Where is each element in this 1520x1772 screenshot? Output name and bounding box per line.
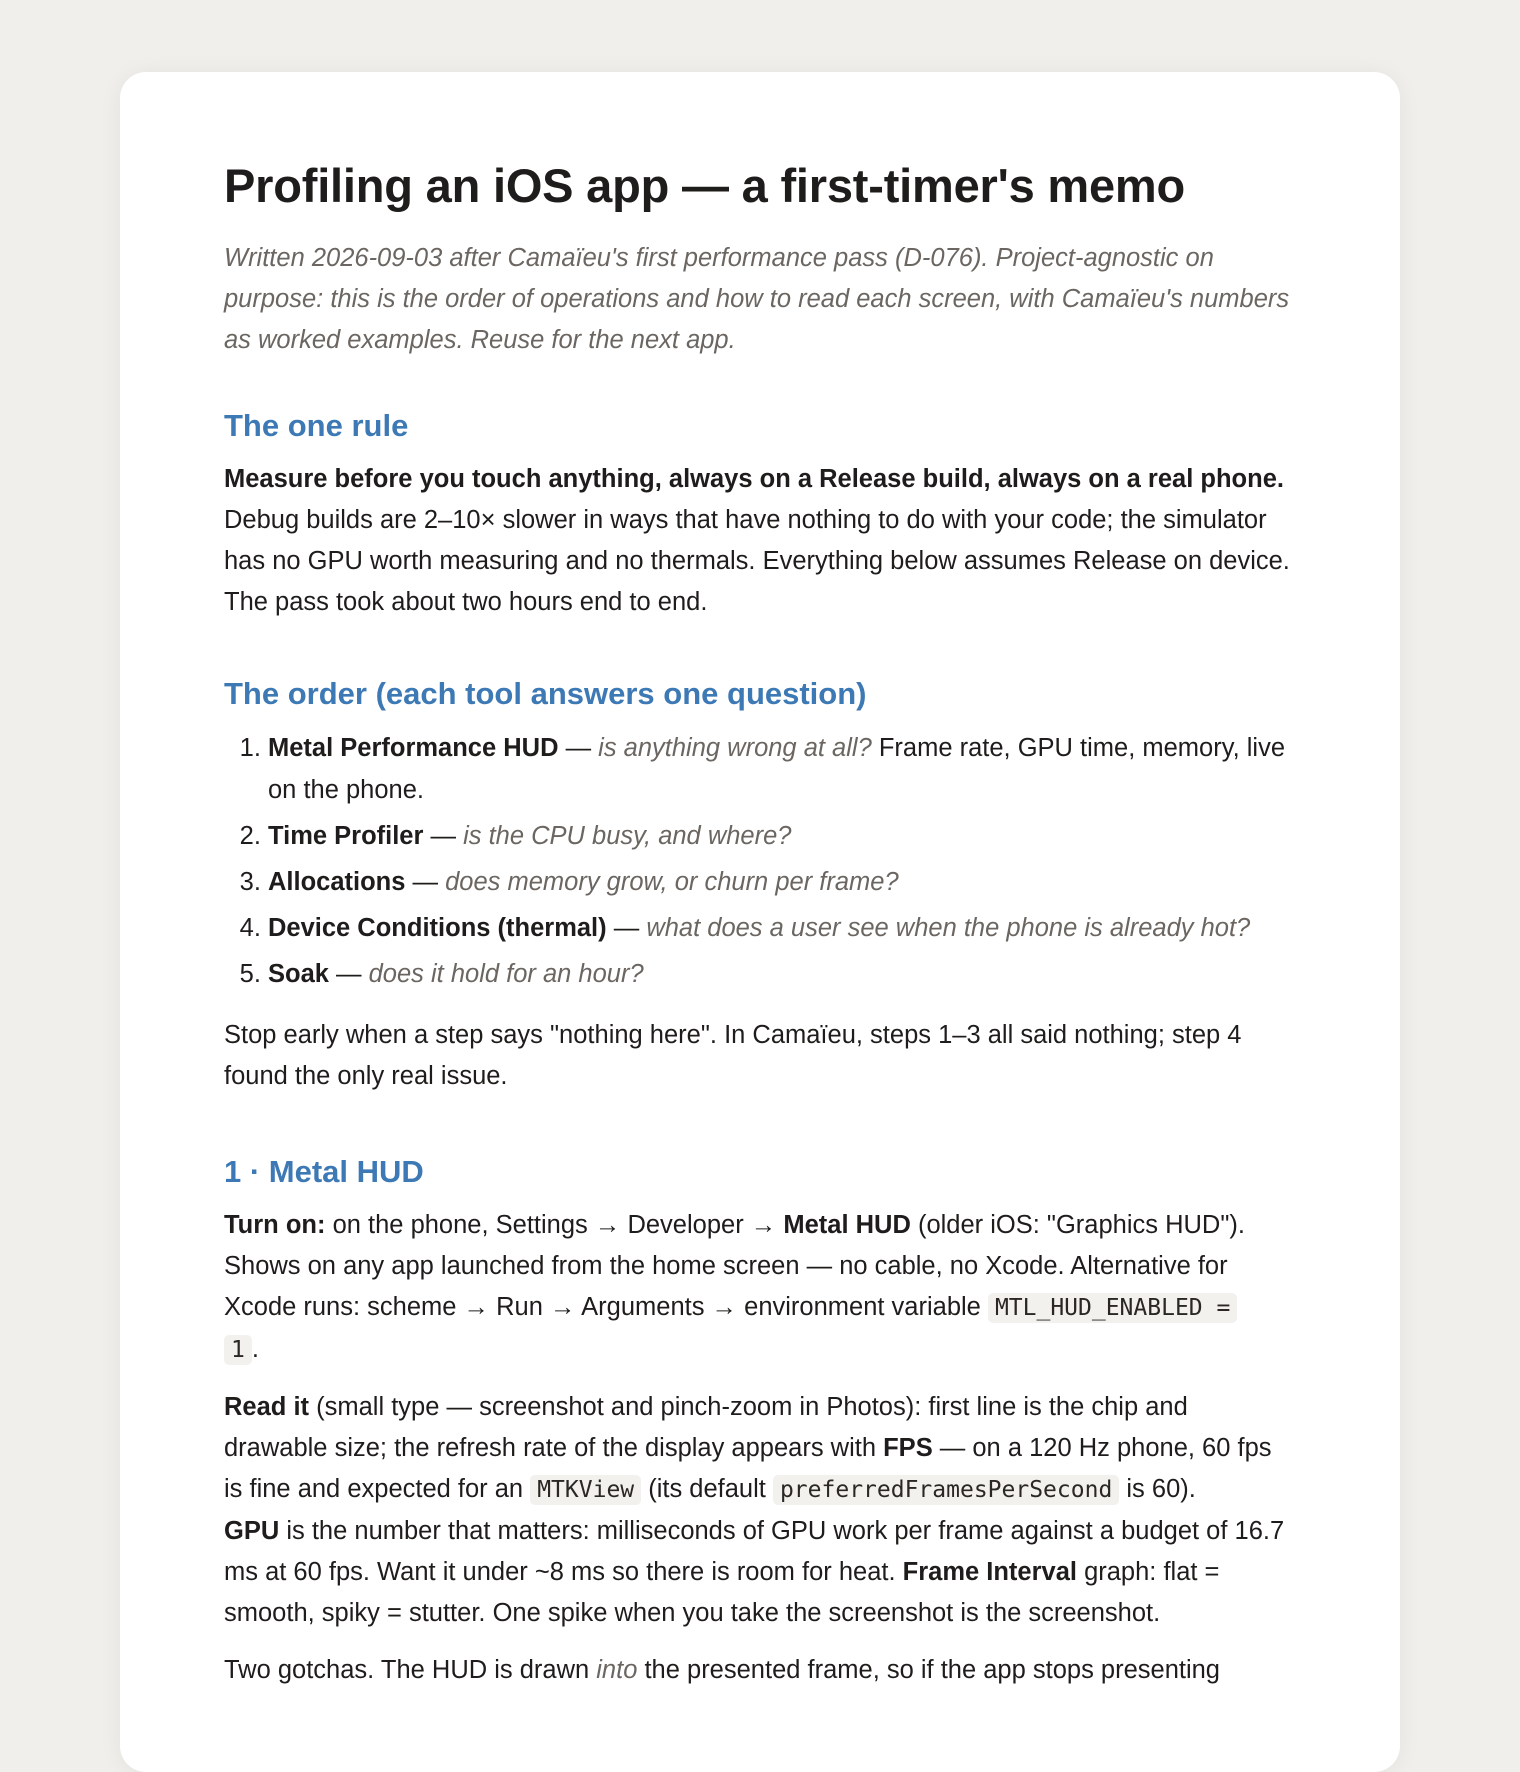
mtkview-code: MTKView [530,1475,641,1505]
page-subtitle: Written 2026-09-03 after Camaïeu's first performance pass (D-076). Project-agnostic on purpose: this is the order of operations and how to read each screen, with Camaïeu's numbers as worked examples. Reuse for the next app. [224,244,1290,355]
step-detail: Frame rate, GPU time, memory, live on the phone. [268,734,1286,805]
text: on the phone, Settings → Developer → [325,1211,784,1240]
turn-on-label: Turn on: [224,1211,326,1240]
text: — on a 120 Hz phone, 60 fps is fine and expected for an [224,1434,1272,1504]
hud-turn-on-paragraph [224,1205,1296,1371]
section-one-rule [224,407,1296,623]
step-question: does it hold for an hour? [368,960,644,989]
rule-paragraph [224,459,1296,623]
text: (small type — screenshot and pinch-zoom in Photos): first line is the chip and drawable size; the refresh rate of the display appears with [224,1393,1188,1463]
text: the presented frame, so if the app stops presenting [637,1656,1220,1685]
section-metal-hud [224,1153,1296,1691]
document-card [120,72,1400,1772]
text: Two gotchas. The HUD is drawn [224,1656,597,1685]
step-dash: — [606,914,647,943]
section-heading-order: The order (each tool answers one question) [224,676,867,712]
document-content [224,158,1296,1691]
gpu-label: GPU [224,1517,280,1546]
text: (older iOS: "Graphics HUD"). Shows on any app launched from the home screen — no cable, no Xcode. Alternative for Xcode runs: scheme → Run → Arguments → environment variable [224,1211,1245,1322]
step-question: is the CPU busy, and where? [463,822,792,851]
list-item [268,727,1296,811]
step-dash: — [423,822,464,851]
list-item [268,953,1296,995]
list-item [268,815,1296,857]
step-name: Soak [268,960,329,989]
list-item [268,861,1296,903]
metal-hud-label: Metal HUD [783,1211,911,1240]
env-var-value-code: 1 [224,1335,252,1365]
text: graph: flat = smooth, spiky = stutter. One spike when you take the screenshot is the screenshot. [224,1558,1220,1628]
step-name: Time Profiler [268,822,424,851]
section-heading-metal-hud: 1 · Metal HUD [224,1154,424,1190]
step-dash: — [328,960,369,989]
hud-read-it-paragraph [224,1387,1296,1634]
section-heading-one-rule: The one rule [224,408,409,444]
emphasis-into: into [596,1656,638,1685]
text: is 60). [1119,1475,1196,1504]
env-var-code: MTL_HUD_ENABLED = [988,1293,1237,1323]
rule-text: Debug builds are 2–10× slower in ways that have nothing to do with your code; the simulator has no GPU worth measuring and no thermals. Everything below assumes Release on device. The pass took about two hours end to end. [224,506,1290,617]
step-question: what does a user see when the phone is already hot? [646,914,1251,943]
steps-list [224,727,1296,995]
text: . [251,1335,259,1364]
text: is the number that matters: milliseconds of GPU work per frame against a budget of 16.7 ms at 60 fps. Want it under ~8 ms so there is room for heat. [224,1517,1285,1587]
list-item [268,907,1296,949]
frame-interval-label: Frame Interval [902,1558,1077,1587]
step-dash: — [405,868,446,897]
step-question: is anything wrong at all? [598,734,872,763]
step-name: Metal Performance HUD [268,734,559,763]
step-dash: — [558,734,599,763]
section-order [224,675,1296,1097]
order-summary: Stop early when a step says "nothing here". In Camaïeu, steps 1–3 all said nothing; step 4 found the only real issue. [224,1021,1242,1091]
step-question: does memory grow, or churn per frame? [445,868,899,897]
read-it-label: Read it [224,1393,310,1422]
fps-label: FPS [883,1434,933,1463]
preferred-fps-code: preferredFramesPerSecond [773,1475,1119,1505]
text: (its default [641,1475,773,1504]
page-title: Profiling an iOS app — a first-timer's memo [224,159,1186,212]
hud-gotchas-paragraph [224,1650,1296,1691]
step-name: Device Conditions (thermal) [268,914,607,943]
rule-bold: Measure before you touch anything, always on a Release build, always on a real phone. [224,465,1284,494]
step-name: Allocations [268,868,406,897]
